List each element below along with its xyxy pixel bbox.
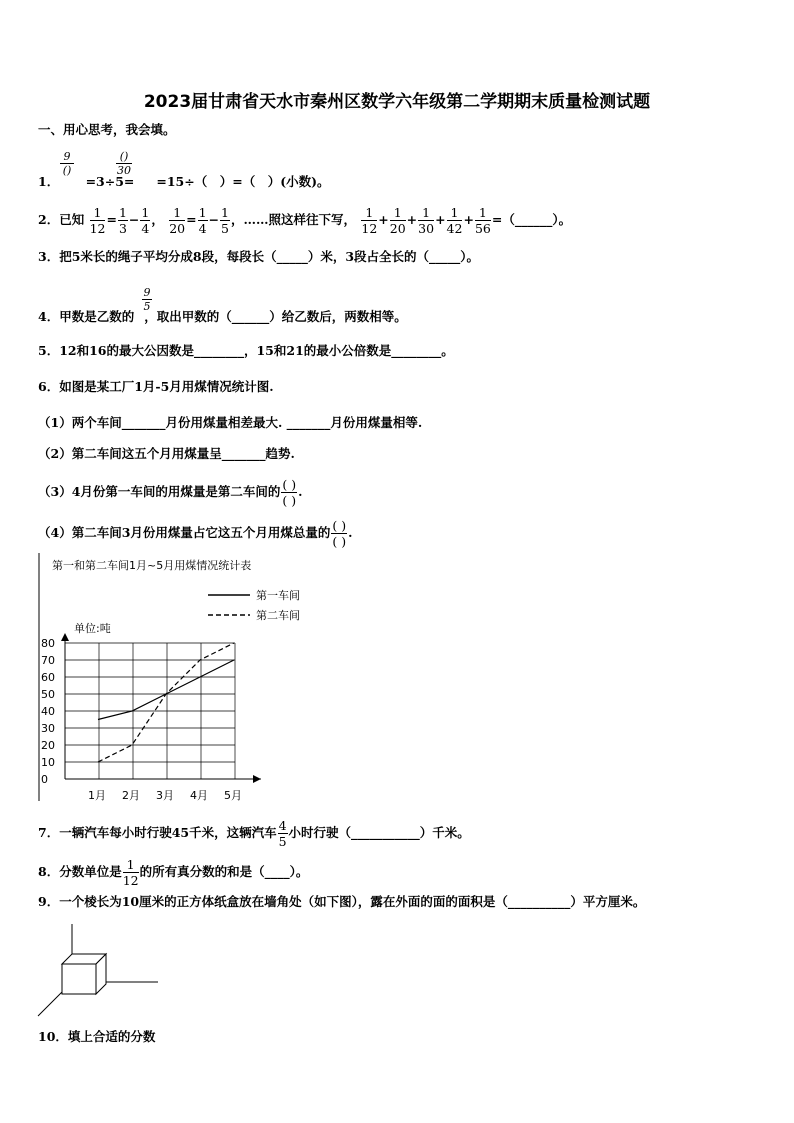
q8-tail: 的所有真分数的和是（____）。 bbox=[139, 864, 309, 879]
question-7 bbox=[38, 818, 470, 849]
question-5: 5．12和16的最大公因数是________，15和21的最小公倍数是________。 bbox=[38, 343, 454, 358]
question-1 bbox=[38, 176, 330, 189]
y-tick-label: 0 bbox=[41, 773, 48, 786]
question-6-4: （4）第二车间3月份用煤量占它这五个月用煤总量的 $\frac{( )}{( )}$ . bbox=[38, 518, 353, 549]
question-6-3: （3）4月份第一车间的用煤量是第二车间的 $\frac{( )}{( )}$ . bbox=[38, 477, 303, 508]
q2-number: 2． bbox=[38, 212, 60, 227]
question-3: 3．把5米长的绳子平均分成8段，每段长（_____）米，3段占全长的（_____）。 bbox=[38, 249, 480, 264]
q2-tail: =（______）。 bbox=[491, 212, 572, 227]
q1-frac-a-num: 9 bbox=[60, 150, 74, 164]
chart-title: 第一和第二车间1月~5月用煤情况统计表 bbox=[52, 559, 252, 572]
q8-lead: 8．分数单位是 bbox=[38, 864, 122, 879]
x-tick-label: 1月 bbox=[88, 789, 106, 802]
q4-frac-num: 9 bbox=[143, 286, 151, 299]
question-6: 6．如图是某工厂1月-5月用煤情况统计图. bbox=[38, 379, 274, 394]
cube-corner-diagram bbox=[36, 922, 166, 1022]
q2-frac: $\frac{1}{4}$ bbox=[198, 205, 207, 236]
q1-eq2: =15÷（ ）=（ ）(小数)。 bbox=[156, 174, 330, 189]
q1-frac-a-den: () bbox=[62, 164, 72, 177]
q2-sum-term: $\frac{1}{30}$ bbox=[418, 205, 435, 236]
question-8 bbox=[38, 857, 308, 888]
q8-fraction: $\frac{1}{12}$ bbox=[122, 857, 139, 888]
legend-label-2: 第二车间 bbox=[256, 609, 300, 622]
q4-lead: 4．甲数是乙数的 bbox=[38, 309, 135, 324]
q1-fraction-b bbox=[116, 150, 132, 177]
x-tick-label: 2月 bbox=[122, 789, 140, 802]
q4-tail: ，取出甲数的（______）给乙数后，两数相等。 bbox=[144, 309, 407, 324]
q6-3-text: （3）4月份第一车间的用煤量是第二车间的 bbox=[38, 484, 281, 499]
x-tick-label: 4月 bbox=[190, 789, 208, 802]
q2-frac: $\frac{1}{12}$ bbox=[89, 205, 106, 236]
q4-fraction bbox=[142, 286, 152, 313]
q2-sum-term: $\frac{1}{42}$ bbox=[446, 205, 463, 236]
q6-4-blank-fraction: $\frac{( )}{( )}$ bbox=[332, 518, 347, 549]
unit-label: 单位:吨 bbox=[74, 622, 111, 635]
q2-mid: ，……照这样往下写， bbox=[231, 212, 357, 227]
question-2: 2．已知 $\frac{1}{12}$ = $\frac{1}{3}$ − $\frac{1}{4}$ ， $\frac{1}{20}$ = $\frac{1}{4}$ − $\frac{1}{5}$ ，……照这样往下写， $\frac{1}{12}$ + $\frac{1}{20}$ + $\frac{1}{30}$ + $\frac{1}{42}$ + $\frac{1}{56}$ =（______）。 bbox=[38, 205, 572, 236]
page-title: 2023届甘肃省天水市秦州区数学六年级第二学期期末质量检测试题 bbox=[143, 92, 651, 112]
y-tick-label: 30 bbox=[41, 722, 55, 735]
q1-frac-b-den: 30 bbox=[117, 164, 131, 177]
q7-fraction: $\frac{4}{5}$ bbox=[278, 818, 287, 849]
q4-frac-den: 5 bbox=[143, 300, 151, 313]
question-10: 10．填上合适的分数 bbox=[38, 1029, 156, 1044]
q7-lead: 7．一辆汽车每小时行驶45千米，这辆汽车 bbox=[38, 825, 277, 840]
q6-3-blank-fraction: $\frac{( )}{( )}$ bbox=[282, 477, 297, 508]
q2-frac: $\frac{1}{5}$ bbox=[221, 205, 229, 236]
y-tick-label: 50 bbox=[41, 688, 55, 701]
y-tick-label: 10 bbox=[41, 756, 55, 769]
legend-label-1: 第一车间 bbox=[256, 589, 300, 602]
section-heading: 一、用心思考，我会填。 bbox=[38, 122, 176, 137]
series-line-2 bbox=[98, 643, 234, 762]
y-tick-label: 20 bbox=[41, 739, 55, 752]
q6-4-text: （4）第二车间3月份用煤量占它这五个月用煤总量的 bbox=[38, 525, 331, 540]
q1-eq1: =3÷5= bbox=[85, 174, 135, 189]
y-tick-label: 70 bbox=[41, 654, 55, 667]
y-tick-label: 80 bbox=[41, 637, 55, 650]
question-4 bbox=[38, 311, 407, 324]
q2-frac: $\frac{1}{3}$ bbox=[118, 205, 127, 236]
coal-usage-line-chart bbox=[38, 553, 308, 803]
q1-number: 1． bbox=[38, 174, 60, 189]
question-6-1: （1）两个车间_______月份用煤量相差最大. _______月份用煤量相等. bbox=[38, 415, 423, 430]
x-tick-label: 5月 bbox=[224, 789, 242, 802]
q1-frac-b-num: () bbox=[116, 150, 132, 164]
y-tick-label: 60 bbox=[41, 671, 55, 684]
question-6-2: （2）第二车间这五个月用煤量呈_______趋势. bbox=[38, 446, 295, 461]
q2-lead: 已知 bbox=[59, 212, 85, 227]
y-axis-arrow bbox=[61, 633, 69, 641]
x-axis-arrow bbox=[253, 775, 261, 783]
q2-sum-term: $\frac{1}{12}$ bbox=[361, 205, 378, 236]
series-line-1 bbox=[98, 660, 234, 720]
q2-frac: $\frac{1}{20}$ bbox=[169, 205, 186, 236]
q2-sum-term: $\frac{1}{20}$ bbox=[389, 205, 406, 236]
question-9: 9．一个棱长为10厘米的正方体纸盒放在墙角处（如下图），露在外面的面的面积是（__________）平方厘米。 bbox=[38, 894, 646, 909]
x-tick-label: 3月 bbox=[156, 789, 174, 802]
q1-fraction-a bbox=[60, 150, 74, 177]
q2-frac: $\frac{1}{4}$ bbox=[141, 205, 150, 236]
q2-sum-term: $\frac{1}{56}$ bbox=[474, 205, 491, 236]
q7-tail: 小时行驶（___________）千米。 bbox=[288, 825, 470, 840]
y-tick-label: 40 bbox=[41, 705, 55, 718]
